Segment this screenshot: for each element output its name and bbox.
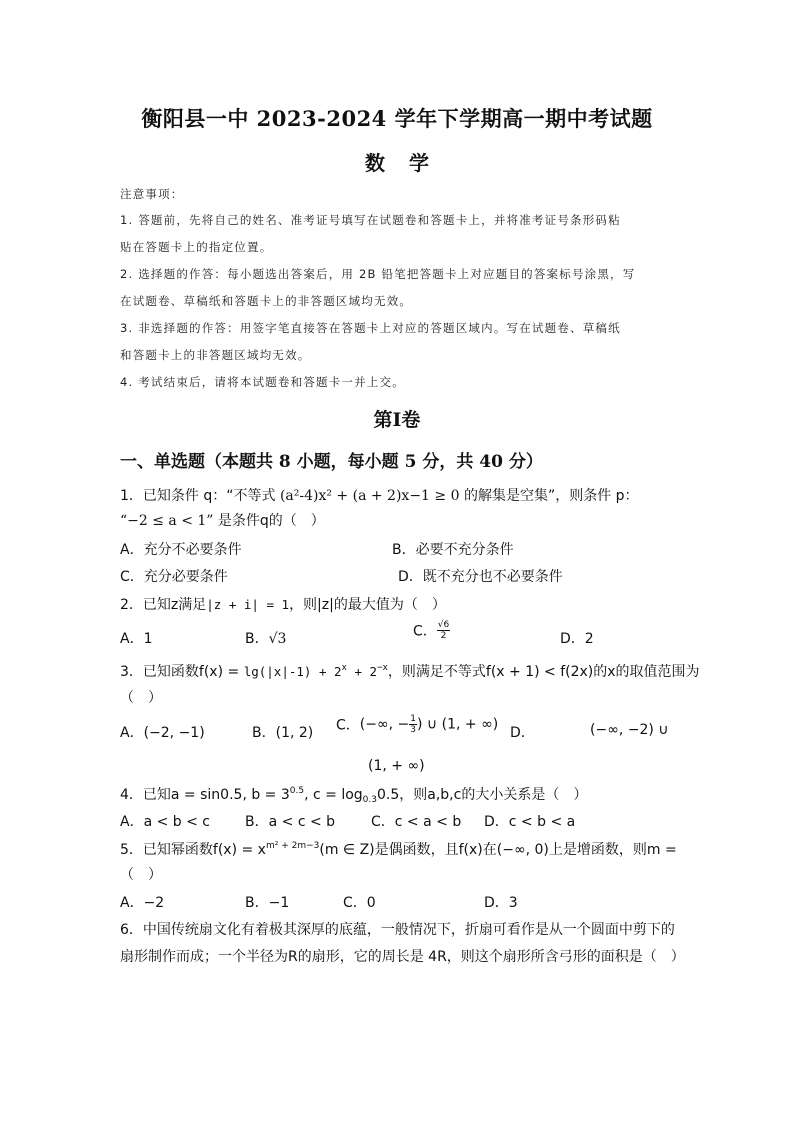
q1-stem-tail: 是条件q的（ ） (213, 513, 325, 529)
q3-option-a: A．(−2, −1) (120, 725, 205, 741)
notice-line: 和答题卡上的非答题区域均无效。 (120, 348, 311, 362)
q2-stem-a: 2．已知z满足 (120, 597, 207, 613)
q4-option-b: B．a < c < b (245, 814, 336, 830)
notice-heading: 注意事项： (120, 187, 184, 201)
q3-option-b: B．(1, 2) (252, 725, 314, 741)
q3-answer-paren: （ ） (120, 690, 162, 706)
q2-stem-c: ，则|z|的最大值为（ ） (289, 597, 446, 613)
q1-option-d: D．既不充分也不必要条件 (398, 569, 563, 585)
q2-option-b-label: B． (245, 631, 269, 647)
part-title: 第Ⅰ卷 (373, 409, 421, 431)
q4-log-base: 0.3 (362, 795, 377, 805)
q3-option-c-label: C． (336, 717, 360, 734)
q2-option-c (413, 620, 450, 641)
q3-stem-d: ，则满足不等式f(x + 1) < f(2x)的x的取值范围为 (387, 664, 700, 680)
subject-title: 数学 (365, 151, 453, 175)
q4-stem-b: , c = log (304, 787, 363, 803)
question-1-stem (120, 485, 639, 505)
q3-exp-x: x (341, 663, 347, 673)
notice-line: 2. 选择题的作答：每小题选出答案后，用 2B 铅笔把答题卡上对应题目的答案标号涂黑，写 (120, 267, 636, 281)
q2-option-d: D．2 (560, 631, 594, 647)
notice-line: 在试题卷、草稿纸和答题卡上的非答题区域均无效。 (120, 294, 413, 308)
q4-option-a: A．a < b < c (120, 814, 211, 830)
q3-option-c (336, 714, 498, 735)
q2-option-b-value: √3 (268, 631, 287, 647)
q5-option-d: D．3 (484, 895, 518, 911)
q5-answer-paren: （ ） (120, 867, 162, 883)
fraction-denominator: 3 (410, 725, 417, 735)
q3-option-d-continued: (1, + ∞) (368, 758, 425, 774)
q2-condition: |z + i| = 1 (206, 597, 290, 612)
exam-title: 衡阳县一中 2023-2024 学年下学期高一期中考试题 (141, 106, 653, 131)
question-6-stem-line2: 扇形制作而成；一个半径为R的扇形，它的周长是 4R，则这个扇形所含弓形的面积是（ ） (120, 949, 685, 965)
q5-option-a: A．−2 (120, 895, 165, 911)
notice-line: 贴在答题卡上的指定位置。 (120, 240, 273, 254)
fraction-denominator: 2 (440, 631, 447, 641)
fraction-numerator: 1 (410, 714, 417, 724)
question-2-stem (120, 594, 446, 614)
q1-condition-p: “−2 ≤ a < 1” (120, 513, 214, 529)
q1-stem-pre: 1．已知条件 q：“不等式 (120, 488, 280, 504)
q3-term-lg: lg(|x|-1) + 2 (243, 664, 342, 679)
q4-exponent: 0.5 (289, 786, 305, 796)
q4-option-d: D．c < b < a (484, 814, 576, 830)
q3-stem-a: 3．已知函数f(x) = (120, 664, 244, 680)
q1-option-a: A．充分不必要条件 (120, 542, 242, 558)
q1-option-b: B．必要不充分条件 (392, 542, 514, 558)
q5-option-c: C．0 (343, 895, 376, 911)
q4-stem-a: 4．已知a = sin0.5, b = 3 (120, 787, 290, 803)
q3-function-body (244, 664, 388, 679)
notice-line: 3. 非选择题的作答：用签字笔直接答在答题卡上对应的答题区域内。写在试题卷、草稿纸 (120, 321, 621, 335)
question-1-stem-line2 (120, 510, 325, 530)
q3-option-d-label: D． (510, 725, 535, 741)
notice-line: 4. 考试结束后，请将本试题卷和答题卡一并上交。 (120, 375, 405, 389)
q1-inequality: (a²-4)x² + (a + 2)x−1 ≥ 0 (279, 488, 460, 504)
q3-option-c-fraction (409, 714, 417, 735)
q3-option-c-pre: (−∞, − (359, 716, 410, 733)
q3-option-c-post: ) ∪ (1, + ∞) (417, 716, 499, 733)
question-4-stem (120, 784, 587, 804)
fraction-numerator: √6 (437, 620, 450, 630)
q3-exp-negx: −x (377, 663, 388, 673)
q2-option-c-fraction (437, 620, 450, 641)
notice-line: 1. 答题前，先将自己的姓名、准考证号填写在试题卷和答题卡上，并将准考证号条形码粘 (120, 213, 621, 227)
q5-option-b: B．−1 (245, 895, 290, 911)
q2-option-a: A．1 (120, 631, 153, 647)
section-title: 一、单选题（本题共 8 小题，每小题 5 分，共 40 分） (120, 452, 543, 472)
q3-option-d-value: (−∞, −2) ∪ (590, 722, 669, 738)
question-5-stem (120, 839, 677, 859)
q4-option-c: C．c < a < b (371, 814, 462, 830)
q1-stem-post: 的解集是空集”，则条件 p： (459, 488, 639, 504)
question-6-stem: 6．中国传统扇文化有着极其深厚的底蕴，一般情况下，折扇可看作是从一个圆面中剪下的 (120, 922, 675, 938)
q4-stem-c: 0.5，则a,b,c的大小关系是（ ） (377, 787, 588, 803)
q2-option-c-label: C． (413, 623, 437, 640)
question-3-stem (120, 661, 700, 681)
q5-exponent: m² + 2m−3 (265, 841, 320, 851)
q3-term-2: + 2 (346, 664, 378, 679)
q2-option-b (245, 628, 286, 648)
q5-stem-a: 5．已知幂函数f(x) = x (120, 842, 266, 858)
q5-stem-b: (m ∈ Z)是偶函数，且f(x)在(−∞, 0)上是增函数，则m = (319, 842, 677, 858)
q1-option-c: C．充分必要条件 (120, 569, 228, 585)
